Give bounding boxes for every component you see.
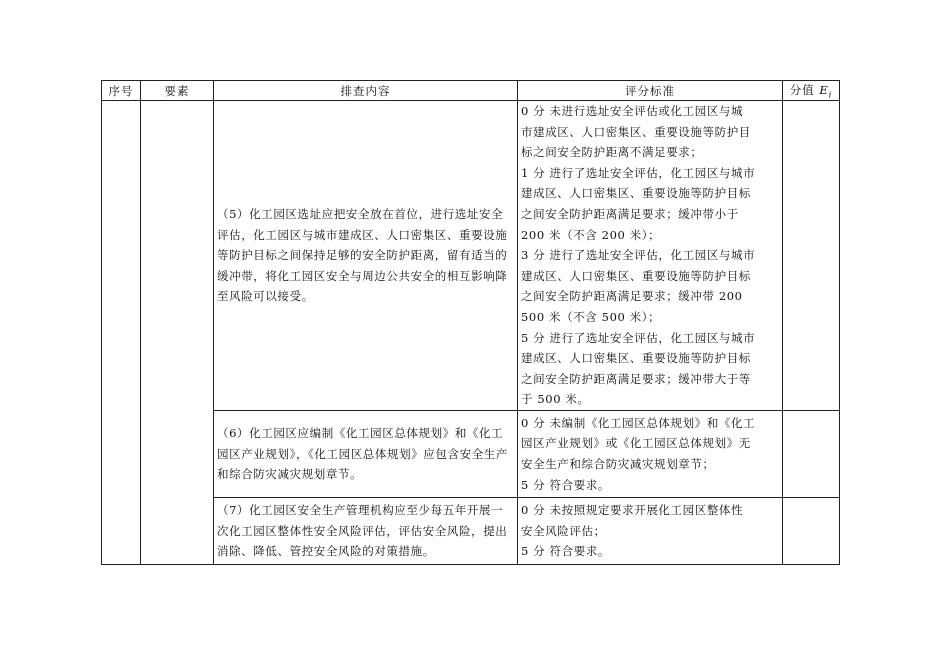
criteria-line: 之间安全防护距离满足要求；缓冲带大于等 <box>521 371 751 386</box>
criteria-line: 之间安全防护距离满足要求；缓冲带 200 <box>521 289 743 304</box>
criteria-line: 之间安全防护距离满足要求；缓冲带小于 <box>521 206 739 221</box>
criteria-line: 0 分 未进行选址安全评估或化工园区与城 <box>521 104 744 118</box>
table-row <box>102 101 840 411</box>
criteria-line: 5 分 进行了选址安全评估，化工园区与城市 <box>521 330 756 345</box>
header-score <box>783 81 840 101</box>
criteria-line: 安全生产和综合防灾减灾规划章节； <box>521 456 715 471</box>
criteria-line: 0 分 未编制《化工园区总体规划》和《化工 <box>521 415 756 430</box>
criteria-line: 500 米（不含 500 米）； <box>521 309 661 324</box>
criteria-line: 安全风险评估； <box>521 523 606 538</box>
criteria-cell <box>518 101 783 411</box>
no-cell <box>102 101 141 565</box>
criteria-line: 0 分 未按照规定要求开展化工园区整体性 <box>521 503 744 518</box>
criteria-cell <box>518 410 783 497</box>
score-cell <box>783 101 840 411</box>
criteria-line: 建成区、人口密集区、重要设施等防护目标 <box>521 186 751 201</box>
header-no: 序号 <box>102 81 141 101</box>
criteria-line: 5 分 符合要求。 <box>521 544 611 559</box>
header-score-variable: $E_i$ <box>819 82 833 100</box>
content-cell: （5）化工园区选址应把安全放在首位，进行选址安全评估，化工园区与城市建成区、人口密集区、重要设施等防护目标之间保持足够的安全防护距离，留有适当的缓冲带，将化工园区安全与周边公共安全的相互影响降至风险可以接受。 <box>214 101 518 411</box>
header-content: 排查内容 <box>214 81 518 101</box>
criteria-line: 5 分 符合要求。 <box>521 477 611 492</box>
header-score-label: 分值 <box>789 82 820 97</box>
criteria-line: 建成区、人口密集区、重要设施等防护目标 <box>521 351 751 366</box>
header-criteria: 评分标准 <box>518 81 783 101</box>
element-cell <box>141 101 214 565</box>
score-cell <box>783 497 840 564</box>
criteria-line: 200 米（不含 200 米）； <box>521 227 661 242</box>
criteria-line: 建成区、人口密集区、重要设施等防护目标 <box>521 268 751 283</box>
criteria-line: 标之间安全防护距离不满足要求； <box>521 145 703 160</box>
criteria-line: 3 分 进行了选址安全评估，化工园区与城市 <box>521 248 756 263</box>
criteria-cell <box>518 497 783 564</box>
header-row <box>102 81 840 101</box>
criteria-line: 于 500 米。 <box>521 392 590 407</box>
criteria-line: 市建成区、人口密集区、重要设施等防护目 <box>521 124 751 139</box>
evaluation-table <box>101 80 840 565</box>
content-cell: （6）化工园区应编制《化工园区总体规划》和《化工园区产业规划》，《化工园区总体规划》应包含安全生产和综合防灾减灾规划章节。 <box>214 410 518 497</box>
criteria-line: 园区产业规划》或《化工园区总体规划》无 <box>521 436 751 451</box>
content-cell: （7）化工园区安全生产管理机构应至少每五年开展一次化工园区整体性安全风险评估，评估安全风险，提出消除、降低、管控安全风险的对策措施。 <box>214 497 518 564</box>
header-element: 要素 <box>141 81 214 101</box>
score-cell <box>783 410 840 497</box>
criteria-line: 1 分 进行了选址安全评估，化工园区与城市 <box>521 165 756 180</box>
